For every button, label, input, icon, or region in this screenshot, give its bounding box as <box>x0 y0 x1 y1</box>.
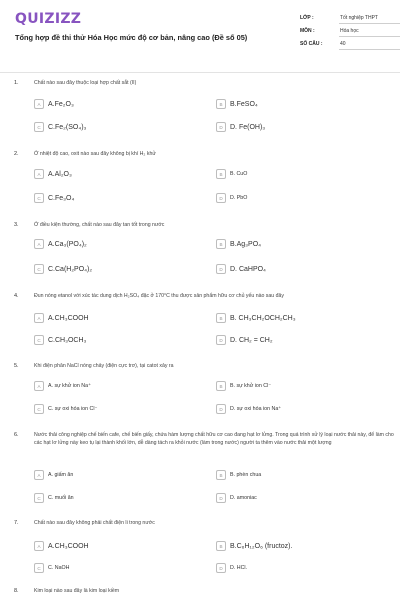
option-a[interactable] <box>34 167 72 181</box>
option-text: B. phèn chua <box>230 472 262 478</box>
option-c[interactable] <box>34 333 86 347</box>
question-number: 6. <box>14 432 19 438</box>
option-letter-c: C <box>34 404 44 414</box>
option-letter-b: B <box>216 313 226 323</box>
option-b[interactable] <box>216 379 271 393</box>
option-a[interactable] <box>34 311 89 325</box>
option-letter-b: B <box>216 381 226 391</box>
option-letter-b: B <box>216 169 226 179</box>
question-text: Kim loại nào sau đây là kim loại kiềm <box>34 588 120 594</box>
option-d[interactable] <box>216 402 281 416</box>
question-text: Nước thải công nghiệp chế biến cafe, chế biến giấy, chứa hàm lượng chất hữu cơ cao đang hạt lơ lửng. Trong quá trình xử lý loại nước thải này, để làm cho các hạt lơ lửng này keo tụ lại thành khối lớn, dễ dàng tách ra khỏi nước (làm trong nước) người ta thêm vào nước thải một lượng <box>34 432 394 446</box>
option-a[interactable] <box>34 379 91 393</box>
option-text: B. CH₃CH₂OCH₂CH₃ <box>230 314 296 322</box>
option-letter-c: C <box>34 563 44 573</box>
option-text: C.Ca(H₂PO₄)₂ <box>48 265 93 273</box>
option-c[interactable] <box>34 191 74 205</box>
option-a[interactable] <box>34 539 89 553</box>
option-text: D. PbO <box>230 195 248 201</box>
option-d[interactable] <box>216 561 247 575</box>
option-text: C. muối ăn <box>48 495 74 501</box>
option-d[interactable] <box>216 191 247 205</box>
option-letter-a: A <box>34 99 44 109</box>
option-a[interactable] <box>34 237 87 251</box>
option-d[interactable] <box>216 333 273 347</box>
option-c[interactable] <box>34 491 74 505</box>
option-b[interactable] <box>216 237 261 251</box>
option-letter-d: D <box>216 264 226 274</box>
question-number: 5. <box>14 363 19 369</box>
option-text: B.C₆H₁₂O₆ (fructoz). <box>230 542 293 550</box>
option-b[interactable] <box>216 539 292 553</box>
option-b[interactable] <box>216 167 247 181</box>
option-text: C.CH₃OCH₃ <box>48 336 87 344</box>
meta-row-count <box>300 41 400 54</box>
option-d[interactable] <box>216 491 257 505</box>
option-a[interactable] <box>34 97 74 111</box>
option-letter-d: D <box>216 335 226 345</box>
quizizz-logo: QUIZIZZ <box>15 11 82 27</box>
option-d[interactable] <box>216 262 266 276</box>
option-text: A.Fe₂O₃ <box>48 100 74 108</box>
option-letter-a: A <box>34 541 44 551</box>
option-b[interactable] <box>216 97 258 111</box>
question-number: 8. <box>14 588 19 594</box>
option-text: D. amoniac <box>230 495 257 501</box>
option-text: A.CH₃COOH <box>48 314 89 322</box>
option-letter-d: D <box>216 193 226 203</box>
option-text: C.Fe₃O₄ <box>48 194 75 202</box>
option-letter-a: A <box>34 169 44 179</box>
option-letter-d: D <box>216 493 226 503</box>
question-number: 2. <box>14 151 19 157</box>
question-number: 1. <box>14 80 19 86</box>
option-text: D. sự oxi hóa ion Na⁺ <box>230 406 282 412</box>
option-letter-b: B <box>216 99 226 109</box>
meta-panel <box>300 15 400 54</box>
option-a[interactable] <box>34 468 73 482</box>
meta-value: Hóa học <box>339 28 400 37</box>
question-number: 4. <box>14 293 19 299</box>
meta-key: LỚP : <box>300 15 314 21</box>
option-d[interactable] <box>216 120 265 134</box>
option-c[interactable] <box>34 402 97 416</box>
option-letter-c: C <box>34 493 44 503</box>
question-number: 3. <box>14 222 19 228</box>
option-letter-b: B <box>216 239 226 249</box>
option-letter-a: A <box>34 470 44 480</box>
meta-row-subject <box>300 28 400 41</box>
option-letter-d: D <box>216 122 226 132</box>
option-text: B. sự khử ion Cl⁻ <box>230 383 272 389</box>
option-text: A. giấm ăn <box>48 472 74 478</box>
worksheet-header <box>0 0 400 66</box>
question-text: Khi điện phân NaCl nóng chảy (điện cực trơ), tại catot xảy ra <box>34 363 174 369</box>
option-letter-a: A <box>34 239 44 249</box>
option-text: D. HCl. <box>230 565 248 571</box>
meta-value: 40 <box>339 41 400 50</box>
option-text: B.Ag₃PO₄ <box>230 240 261 248</box>
meta-key: MÔN : <box>300 28 315 34</box>
question-text: Ở điều kiện thường, chất nào sau đây tan tốt trong nước <box>34 222 165 228</box>
option-text: D. CH₂ = CH₂ <box>230 336 273 344</box>
option-letter-a: A <box>34 381 44 391</box>
option-letter-a: A <box>34 313 44 323</box>
option-text: A.CH₃COOH <box>48 542 89 550</box>
option-letter-c: C <box>34 193 44 203</box>
option-text: A. sự khử ion Na⁺ <box>48 383 91 389</box>
meta-value: Tốt nghiệp THPT <box>339 15 400 24</box>
question-number: 7. <box>14 520 19 526</box>
meta-key: SỐ CÂU : <box>300 41 323 47</box>
question-text: Chất nào sau đây không phải chất điện li trong nước <box>34 520 155 526</box>
question-text: Đun nóng etanol với xúc tác dung dịch H₂SO₄ đặc ở 170°C thu được sản phẩm hữu cơ chủ yếu nào sau đây <box>34 293 284 299</box>
option-text: A.Al₂O₃ <box>48 170 72 178</box>
option-b[interactable] <box>216 468 261 482</box>
meta-row-class <box>300 15 400 28</box>
option-text: C. sự oxi hóa ion Cl⁻ <box>48 406 98 412</box>
option-letter-d: D <box>216 404 226 414</box>
option-text: C.Fe₂(SO₄)₃ <box>48 123 87 131</box>
option-letter-b: B <box>216 470 226 480</box>
question-text: Chất nào sau đây thuộc loại hợp chất sắt (II) <box>34 80 137 86</box>
worksheet-title: Tổng hợp đề thi thử Hóa Học mức độ cơ bản, nâng cao (Đề số 05) <box>15 33 248 42</box>
option-letter-c: C <box>34 335 44 345</box>
option-c[interactable] <box>34 120 86 134</box>
header-divider <box>0 72 400 73</box>
option-b[interactable] <box>216 311 296 325</box>
question-text: Ở nhiệt độ cao, oxit nào sau đây không bị khí H₂ khử <box>34 151 156 157</box>
option-letter-c: C <box>34 264 44 274</box>
option-text: B.FeSO₄ <box>230 100 258 108</box>
option-letter-d: D <box>216 563 226 573</box>
option-c[interactable] <box>34 561 70 575</box>
option-text: D. CaHPO₄ <box>230 265 266 273</box>
option-text: A.Ca₃(PO₄)₂ <box>48 240 87 248</box>
option-text: B. CuO <box>230 171 248 177</box>
option-text: C. NaOH <box>48 565 70 571</box>
option-letter-c: C <box>34 122 44 132</box>
option-text: D. Fe(OH)₃ <box>230 123 266 131</box>
option-c[interactable] <box>34 262 92 276</box>
option-letter-b: B <box>216 541 226 551</box>
